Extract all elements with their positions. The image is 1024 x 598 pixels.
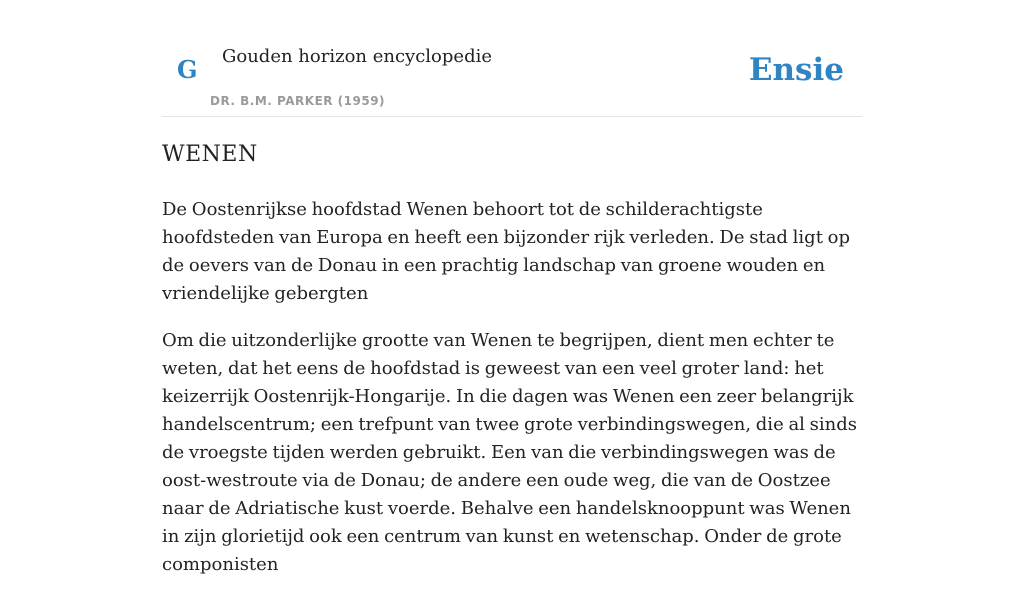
article-paragraph: Om die uitzonderlijke grootte van Wenen te begrijpen, dient men echter te weten, dat het eens de hoofdstad is geweest van een veel groter land: het keizerrijk Oostenrijk-Hongarije. In die dagen was Wenen een zeer belangrijk handelscentrum; een trefpunt van twee grote verbindingswegen, die al sinds de vroegste tijden werden gebruikt. Een van die verbindingswegen was de oost-westroute via de Donau; de andere een oude weg, die van de Oostzee naar de Adriatische kust voerde. Behalve een handelsknooppunt was Wenen in zijn glorietijd ook een centrum van kunst en wetenschap. Onder de grote componisten (162, 330, 857, 575)
encyclopedia-logo[interactable]: G (177, 55, 198, 84)
header (162, 0, 862, 117)
article (162, 140, 862, 598)
brand-logo-link[interactable]: Ensie (748, 52, 844, 88)
book-author: DR. B.M. PARKER (1959) (210, 94, 386, 108)
article-title: WENEN (162, 142, 258, 167)
article-paragraph: De Oostenrijkse hoofdstad Wenen behoort tot de schilderachtigste hoofdsteden van Europa en heeft een bijzonder rijk verleden. De stad ligt op de oevers van de Donau in een prachtig landschap van groene wouden en vriendelijke gebergten (162, 199, 851, 304)
book-title[interactable]: Gouden horizon encyclopedie (222, 46, 492, 67)
